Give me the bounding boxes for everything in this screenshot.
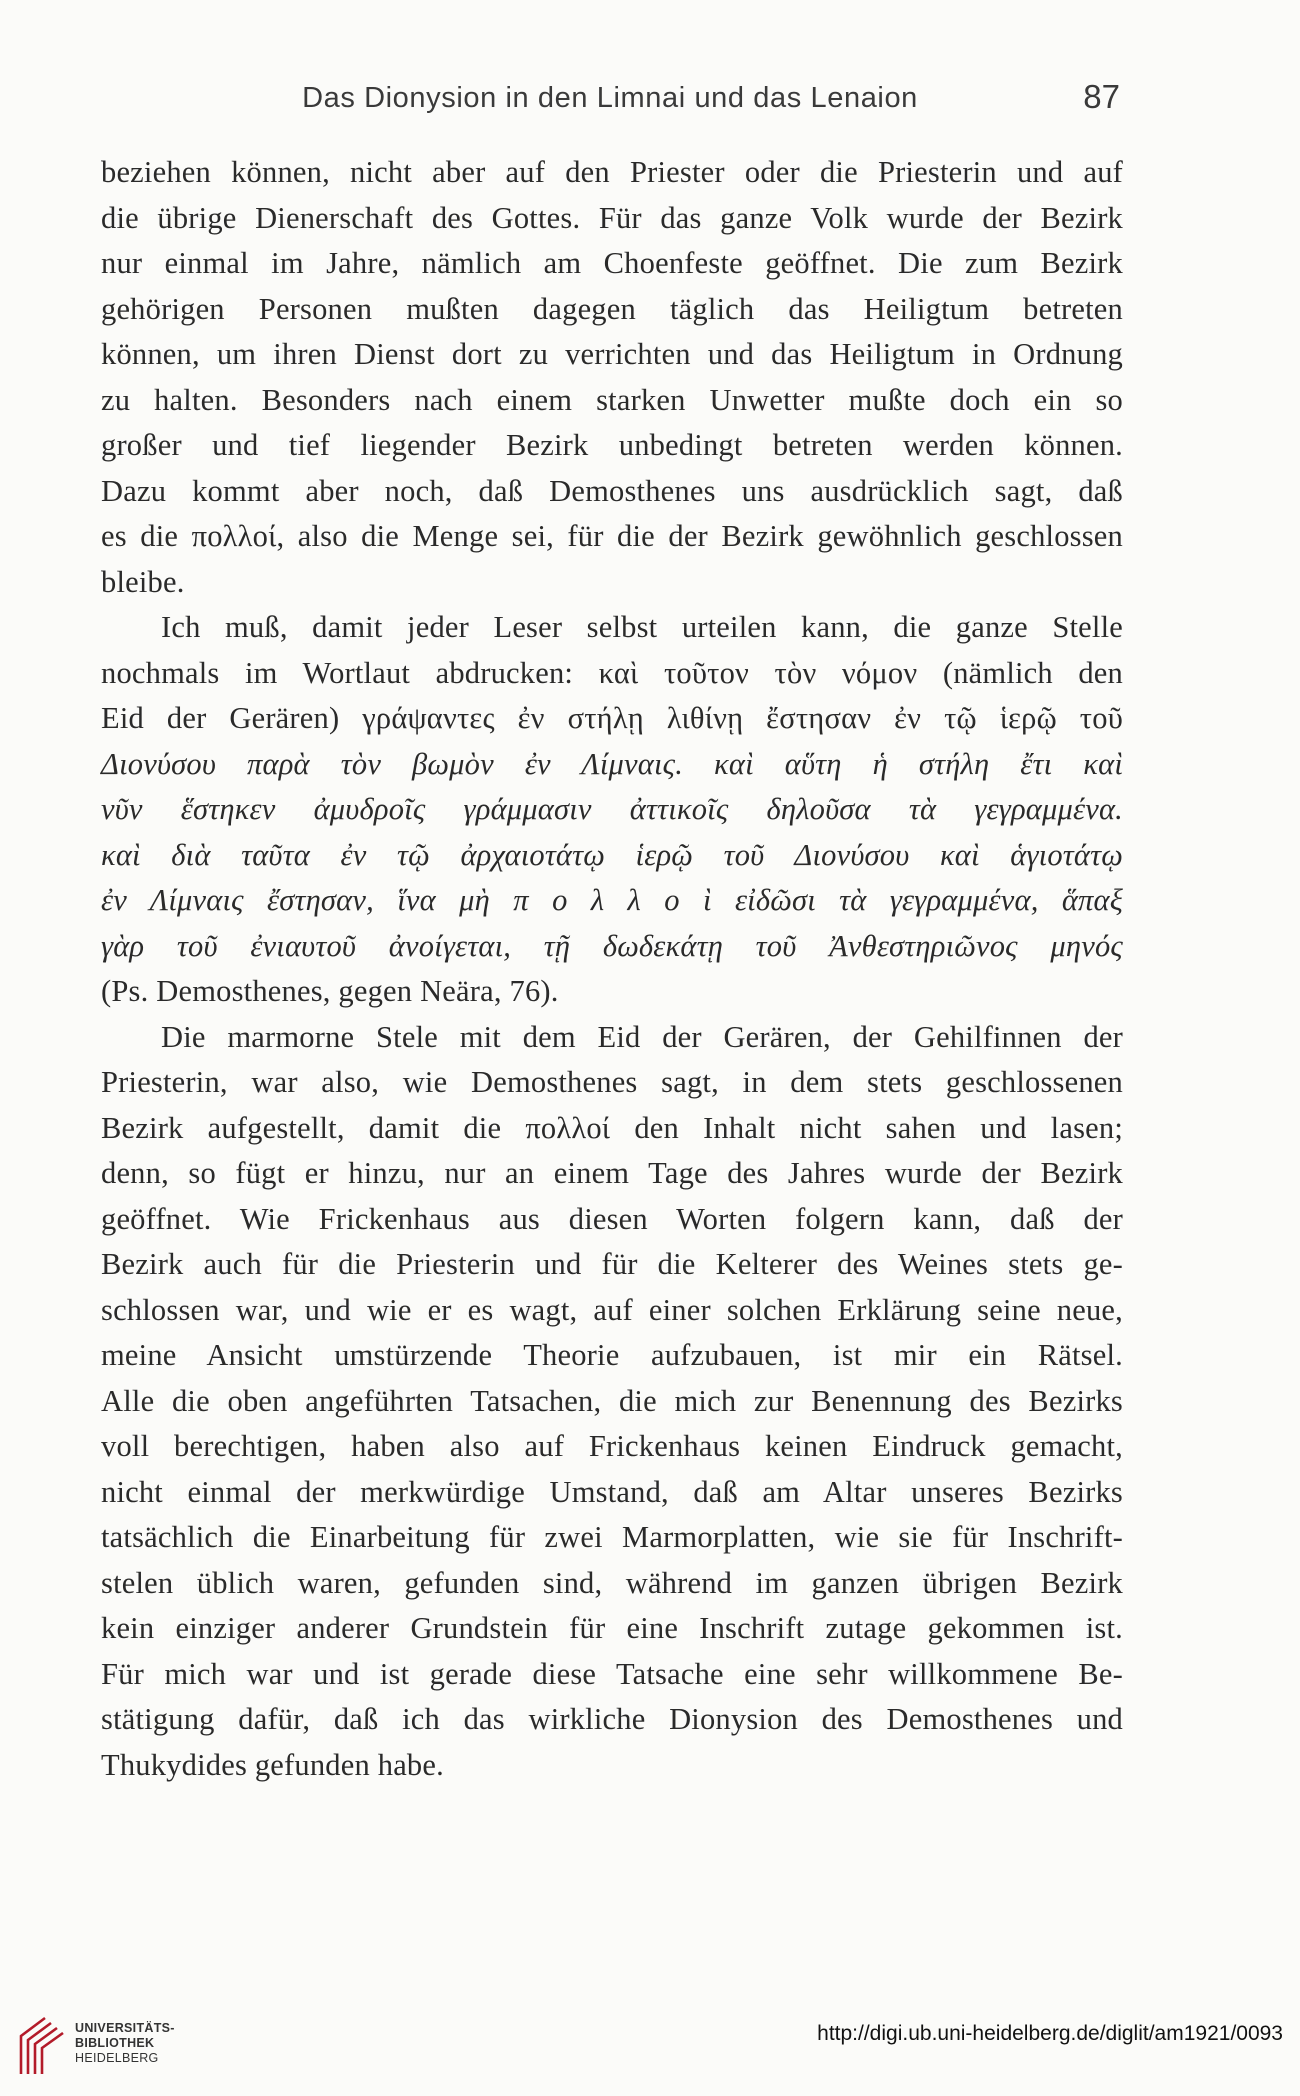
- text-line: voll berechtigen, haben also auf Frickenhaus keinen Eindruck gemacht,: [101, 1429, 1123, 1463]
- greek-quote-line: καὶ διὰ ταῦτα ἐν τῷ ἀρχαιοτάτῳ ἱερῷ τοῦ Διονύσου καὶ ἁγιοτάτῳ: [101, 837, 1123, 872]
- library-name: [75, 2021, 175, 2066]
- text-line: denn, so fügt er hinzu, nur an einem Tage des Jahres wurde der Bezirk: [101, 1156, 1123, 1190]
- library-name-line: BIBLIOTHEK: [75, 2036, 155, 2050]
- body-text: [101, 150, 1123, 1788]
- text-line: schlossen war, und wie er es wagt, auf einer solchen Erklärung seine neue,: [101, 1292, 1123, 1327]
- text-line: Alle die oben angeführten Tatsachen, die mich zur Benennung des Bezirks: [101, 1383, 1123, 1418]
- footer: [0, 2000, 1300, 2096]
- text-line: nochmals im Wortlaut abdrucken: καὶ τοῦτον τὸν νόμον (nämlich den: [101, 655, 1123, 690]
- text-line: nur einmal im Jahre, nämlich am Choenfeste geöffnet. Die zum Bezirk: [101, 246, 1123, 280]
- library-logo-icon: [15, 2014, 65, 2076]
- text-line: großer und tief liegender Bezirk unbedingt betreten werden können.: [101, 428, 1123, 462]
- running-head: [100, 78, 1120, 122]
- text-line: können, um ihren Dienst dort zu verrichten und das Heiligtum in Ordnung: [101, 337, 1123, 371]
- text-line: Ich muß, damit jeder Leser selbst urteilen kann, die ganze Stelle: [161, 610, 1123, 644]
- text-line: Dazu kommt aber noch, daß Demosthenes uns ausdrücklich sagt, daß: [101, 473, 1123, 508]
- text-line: Die marmorne Stele mit dem Eid der Gerären, der Gehilfinnen der: [161, 1019, 1123, 1054]
- text-line: die übrige Dienerschaft des Gottes. Für das ganze Volk wurde der Bezirk: [101, 200, 1123, 235]
- greek-quote-line: γὰρ τοῦ ἐνιαυτοῦ ἀνοίγεται, τῇ δωδεκάτῃ τοῦ Ἀνθεστηριῶνος μηνός: [101, 928, 1123, 963]
- text-line: meine Ansicht umstürzende Theorie aufzubauen, ist mir ein Rätsel.: [101, 1338, 1123, 1372]
- text-line: geöffnet. Wie Frickenhaus aus diesen Worten folgern kann, daß der: [101, 1201, 1123, 1236]
- text-line: Bezirk aufgestellt, damit die πολλοί den Inhalt nicht sahen und lasen;: [101, 1110, 1123, 1145]
- text-line: Priesterin, war also, wie Demosthenes sagt, in dem stets geschlossenen: [101, 1065, 1123, 1099]
- text-line: stätigung dafür, daß ich das wirkliche Dionysion des Demosthenes und: [101, 1702, 1123, 1736]
- library-name-line: UNIVERSITÄTS-: [75, 2021, 175, 2035]
- text-line: Thukydides gefunden habe.: [101, 1747, 444, 1782]
- running-title: Das Dionysion in den Limnai und das Lenaion: [302, 82, 918, 114]
- greek-quote-line: ἐν Λίμναις ἔστησαν, ἵνα μὴ π ο λ λ ο ὶ εἰδῶσι τὰ γεγραμμένα, ἅπαξ: [101, 883, 1123, 917]
- page-number: 87: [1083, 78, 1120, 115]
- text-line: es die πολλοί, also die Menge sei, für die der Bezirk gewöhnlich geschlossen: [101, 519, 1123, 553]
- library-name-line: HEIDELBERG: [75, 2051, 159, 2065]
- text-line: gehörigen Personen mußten dagegen täglich das Heiligtum betreten: [101, 291, 1123, 326]
- greek-quote-line: νῦν ἕστηκεν ἀμυδροῖς γράμμασιν ἀττικοῖς δηλοῦσα τὰ γεγραμμένα.: [101, 792, 1123, 826]
- greek-quote-line: Διονύσου παρὰ τὸν βωμὸν ἐν Λίμναις. καὶ αὕτη ἡ στήλη ἔτι καὶ: [101, 746, 1123, 781]
- citation-line: (Ps. Demosthenes, gegen Neära, 76).: [101, 974, 559, 1008]
- text-line: stelen üblich waren, gefunden sind, während im ganzen übrigen Bezirk: [101, 1565, 1123, 1600]
- source-url[interactable]: http://digi.ub.uni-heidelberg.de/diglit/am1921/0093: [817, 2022, 1283, 2045]
- text-line: Für mich war und ist gerade diese Tatsache eine sehr willkommene Be-: [101, 1656, 1123, 1691]
- text-line: tatsächlich die Einarbeitung für zwei Marmorplatten, wie sie für Inschrift-: [101, 1520, 1123, 1554]
- text-line: zu halten. Besonders nach einem starken Unwetter mußte doch ein so: [101, 382, 1123, 417]
- text-line: beziehen können, nicht aber auf den Priester oder die Priesterin und auf: [101, 155, 1123, 189]
- text-line: nicht einmal der merkwürdige Umstand, daß am Altar unseres Bezirks: [101, 1474, 1123, 1509]
- text-line: Bezirk auch für die Priesterin und für die Kelterer des Weines stets ge-: [101, 1247, 1123, 1281]
- text-line: kein einziger anderer Grundstein für eine Inschrift zutage gekommen ist.: [101, 1611, 1123, 1645]
- text-line: Eid der Gerären) γράψαντες ἐν στήλῃ λιθίνῃ ἔστησαν ἐν τῷ ἱερῷ τοῦ: [101, 701, 1123, 735]
- text-line: bleibe.: [101, 564, 185, 599]
